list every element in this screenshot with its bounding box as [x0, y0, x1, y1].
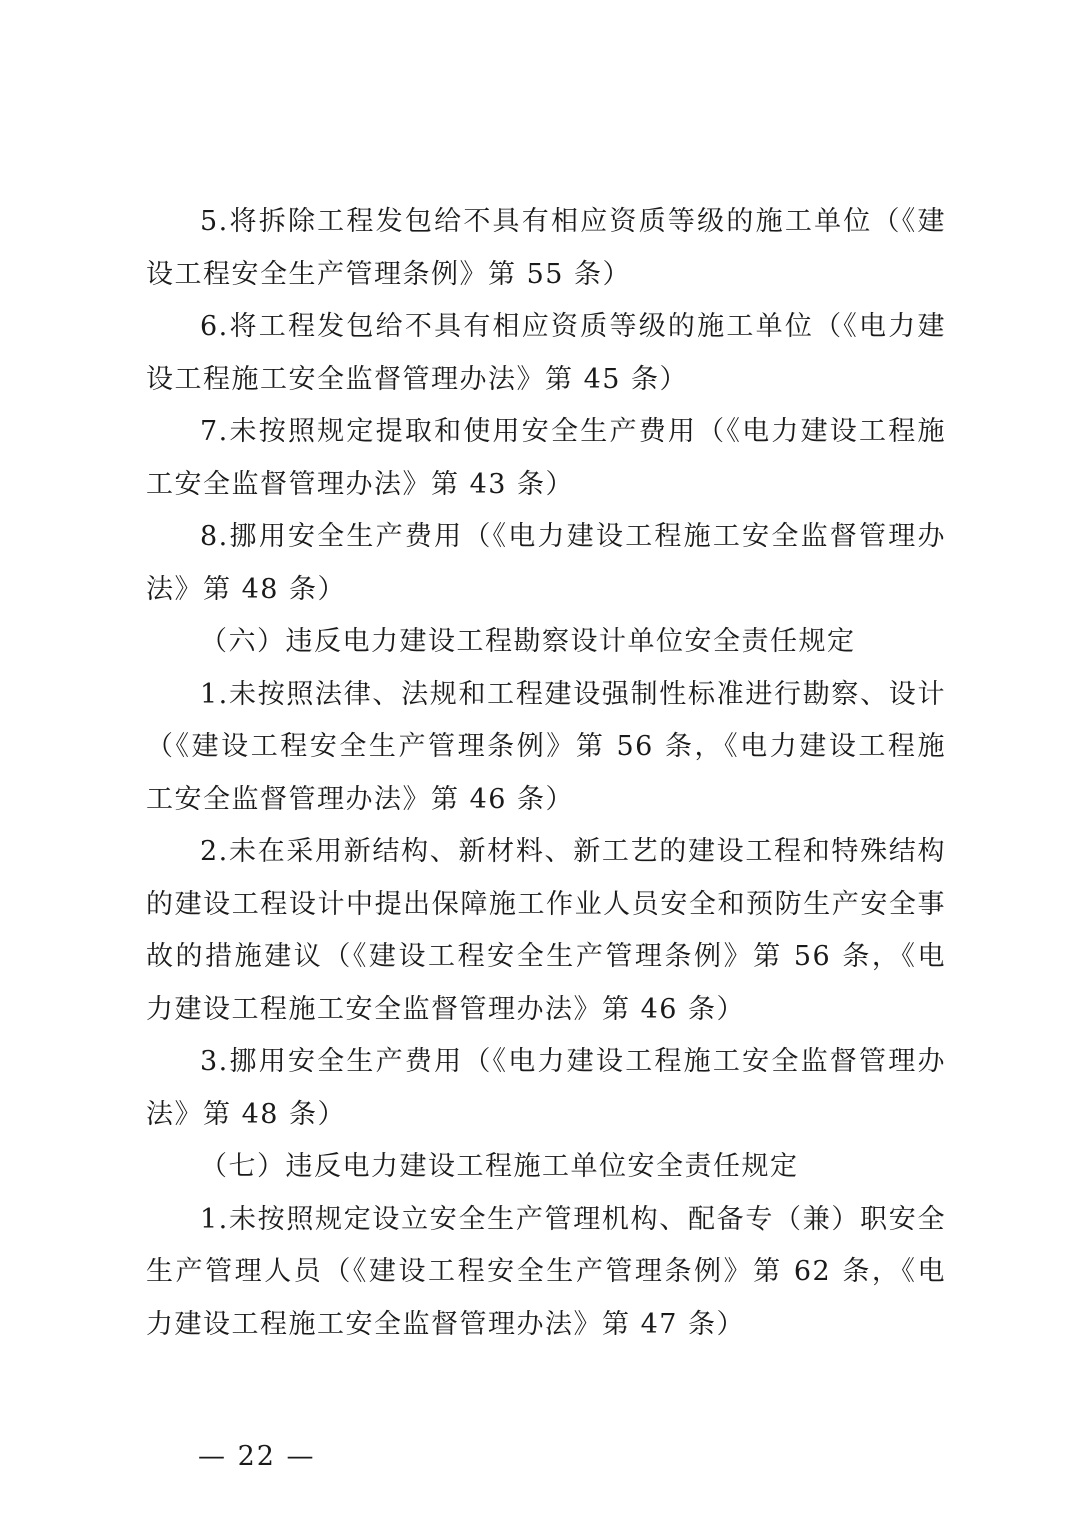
section-7-item-1: 1.未按照规定设立安全生产管理机构、配备专（兼）职安全生产管理人员（《建设工程安全生产管理条例》第 62 条，《电力建设工程施工安全监督管理办法》第 47 条）	[146, 1203, 946, 1340]
section-6-item-1: 1.未按照法律、法规和工程建设强制性标准进行勘察、设计（《建设工程安全生产管理条例》第 56 条，《电力建设工程施工安全监督管理办法》第 46 条）	[146, 678, 946, 815]
section-7-heading: （七）违反电力建设工程施工单位安全责任规定	[200, 1151, 799, 1182]
section-6-item-3: 3.挪用安全生产费用（《电力建设工程施工安全监督管理办法》第 48 条）	[146, 1046, 946, 1130]
section-6-item-2: 2.未在采用新结构、新材料、新工艺的建设工程和特殊结构的建设工程设计中提出保障施工作业人员安全和预防生产安全事故的措施建议（《建设工程安全生产管理条例》第 56 条，《电力建设工程施工安全监督管理办法》第 46 条）	[146, 836, 946, 1025]
item-6-project-subcontract: 6.将工程发包给不具有相应资质等级的施工单位（《电力建设工程施工安全监督管理办法》第 45 条）	[146, 311, 946, 395]
item-5-demolition-subcontract: 5.将拆除工程发包给不具有相应资质等级的施工单位（《建设工程安全生产管理条例》第 55 条）	[146, 206, 946, 290]
document-body	[146, 196, 946, 1351]
section-6-heading: （六）违反电力建设工程勘察设计单位安全责任规定	[200, 626, 856, 657]
item-7-safety-funds-usage: 7.未按照规定提取和使用安全生产费用（《电力建设工程施工安全监督管理办法》第 43 条）	[146, 416, 946, 500]
item-8-safety-funds-misuse: 8.挪用安全生产费用（《电力建设工程施工安全监督管理办法》第 48 条）	[146, 521, 946, 605]
page-number: — 22 —	[198, 1441, 316, 1472]
